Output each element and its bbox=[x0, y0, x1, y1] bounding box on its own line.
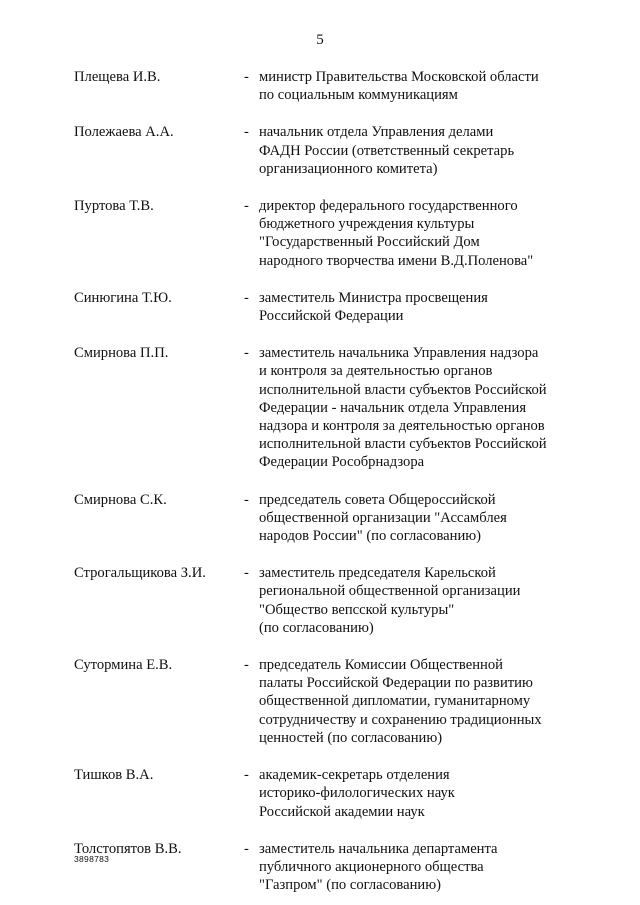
member-entry bbox=[0, 766, 640, 821]
position-line: председатель совета Общероссийской bbox=[259, 491, 496, 508]
member-name: Смирнова П.П. bbox=[74, 345, 169, 362]
position-line: заместитель начальника Управления надзора bbox=[259, 345, 539, 362]
position-line: исполнительной власти субъектов Российской bbox=[259, 381, 547, 398]
member-name: Сутормина Е.В. bbox=[74, 657, 173, 674]
position-line: сотрудничеству и сохранению традиционных bbox=[259, 711, 542, 728]
position-line: историко-филологических наук bbox=[259, 785, 455, 802]
position-line: начальник отдела Управления делами bbox=[259, 124, 494, 141]
position-line: академик-секретарь отделения bbox=[259, 767, 450, 784]
dash-separator: - bbox=[244, 840, 249, 857]
position-line: ценностей (по согласованию) bbox=[259, 729, 443, 746]
member-position bbox=[259, 491, 569, 546]
position-line: заместитель Министра просвещения bbox=[259, 289, 488, 306]
member-entry bbox=[0, 656, 640, 747]
member-position bbox=[259, 564, 569, 637]
dash-separator: - bbox=[244, 198, 249, 215]
position-line: по социальным коммуникациям bbox=[259, 87, 458, 104]
position-line: народов России" (по согласованию) bbox=[259, 528, 482, 545]
position-line: народного творчества имени В.Д.Поленова" bbox=[259, 252, 534, 269]
member-entry bbox=[0, 491, 640, 546]
dash-separator: - bbox=[244, 124, 249, 141]
member-name: Пуртова Т.В. bbox=[74, 198, 154, 215]
position-line: организационного комитета) bbox=[259, 160, 438, 177]
committee-member-list bbox=[0, 68, 640, 894]
member-position bbox=[259, 68, 569, 104]
dash-separator: - bbox=[244, 491, 249, 508]
position-line: "Газпром" (по согласованию) bbox=[259, 877, 441, 894]
member-position bbox=[259, 656, 569, 747]
position-line: "Общество вепсской культуры" bbox=[259, 601, 455, 618]
member-position bbox=[259, 289, 569, 325]
document-code: 3898783 bbox=[74, 854, 110, 864]
position-line: председатель Комиссии Общественной bbox=[259, 657, 503, 674]
position-line: региональной общественной организации bbox=[259, 583, 521, 600]
member-position bbox=[259, 840, 569, 895]
position-line: заместитель начальника департамента bbox=[259, 840, 498, 857]
dash-separator: - bbox=[244, 657, 249, 674]
position-line: Федерации Рособрнадзора bbox=[259, 454, 425, 471]
member-name: Синюгина Т.Ю. bbox=[74, 289, 172, 306]
member-position bbox=[259, 766, 569, 821]
member-entry bbox=[0, 564, 640, 637]
member-entry bbox=[0, 344, 640, 471]
member-entry bbox=[0, 840, 640, 895]
position-line: исполнительной власти субъектов Российской bbox=[259, 436, 547, 453]
position-line: общественной организации "Ассамблея bbox=[259, 509, 507, 526]
dash-separator: - bbox=[244, 767, 249, 784]
position-line: общественной дипломатии, гуманитарному bbox=[259, 693, 531, 710]
position-line: (по согласованию) bbox=[259, 619, 374, 636]
dash-separator: - bbox=[244, 565, 249, 582]
position-line: и контроля за деятельностью органов bbox=[259, 363, 493, 380]
member-position bbox=[259, 344, 569, 471]
member-name: Плещева И.В. bbox=[74, 69, 161, 85]
position-line: Российской академии наук bbox=[259, 803, 425, 820]
position-line: ФАДН России (ответственный секретарь bbox=[259, 142, 515, 159]
position-line: министр Правительства Московской области bbox=[259, 69, 539, 85]
member-name: Толстопятов В.В. bbox=[74, 840, 182, 857]
member-entry bbox=[0, 68, 640, 104]
position-line: "Государственный Российский Дом bbox=[259, 234, 480, 251]
position-line: надзора и контроля за деятельностью органов bbox=[259, 418, 545, 435]
position-line: директор федерального государственного bbox=[259, 198, 518, 215]
member-name: Полежаева А.А. bbox=[74, 124, 174, 141]
dash-separator: - bbox=[244, 345, 249, 362]
position-line: палаты Российской Федерации по развитию bbox=[259, 675, 533, 692]
member-entry bbox=[0, 123, 640, 178]
member-name: Смирнова С.К. bbox=[74, 491, 167, 508]
position-line: заместитель председателя Карельской bbox=[259, 565, 496, 582]
member-entry bbox=[0, 289, 640, 325]
member-entry bbox=[0, 197, 640, 270]
member-position bbox=[259, 197, 569, 270]
position-line: бюджетного учреждения культуры bbox=[259, 216, 475, 233]
position-line: Российской Федерации bbox=[259, 308, 404, 325]
member-name: Строгальщикова З.И. bbox=[74, 565, 206, 582]
position-line: публичного акционерного общества bbox=[259, 858, 484, 875]
member-position bbox=[259, 123, 569, 178]
dash-separator: - bbox=[244, 69, 249, 85]
position-line: Федерации - начальник отдела Управления bbox=[259, 399, 527, 416]
dash-separator: - bbox=[244, 289, 249, 306]
member-name: Тишков В.А. bbox=[74, 767, 154, 784]
page-number: 5 bbox=[316, 32, 324, 48]
